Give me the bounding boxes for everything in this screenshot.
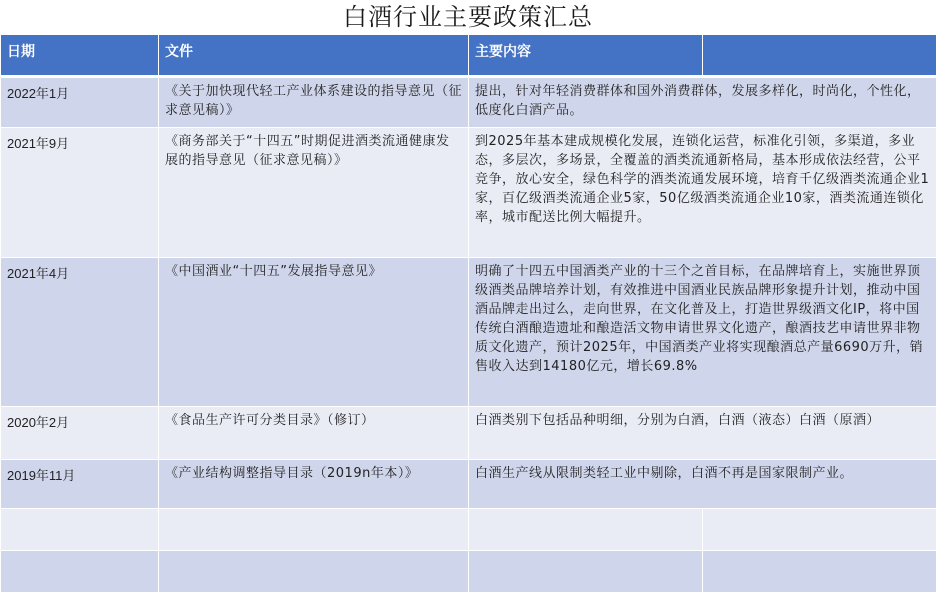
empty-cell [159, 509, 469, 551]
empty-cell [703, 509, 936, 551]
cell-content: 提出，针对年轻消费群体和国外消费群体，发展多样化，时尚化，个性化，低度化白酒产品。 [469, 77, 936, 128]
table-row [1, 460, 936, 509]
policy-table [0, 34, 936, 592]
table-header-row [1, 35, 936, 77]
cell-date: 2021年4月 [1, 258, 159, 407]
empty-row [1, 551, 936, 592]
empty-row [1, 509, 936, 551]
cell-content: 白酒类别下包括品种明细，分别为白酒，白酒（液态）白酒（原酒） [469, 407, 936, 460]
cell-document: 《中国酒业“十四五”发展指导意见》 [159, 258, 469, 407]
cell-content: 明确了十四五中国酒类产业的十三个之首目标，在品牌培育上，实施世界顶级酒类品牌培养计划，有效推进中国酒业民族品牌形象提升计划，推动中国酒品牌走出过么，走向世界，在文化普及上，打造世界级酒文化IP，将中国传统白酒酿造遗址和酿造活文物申请世界文化遗产，酿酒技艺申请世界非物质文化遗产，预计2025年，中国酒类产业将实现酿酒总产量6690万升，销售收入达到14180亿元，增长69.8% [469, 258, 936, 407]
header-extra [703, 35, 936, 77]
header-document: 文件 [159, 35, 469, 77]
table-row [1, 258, 936, 407]
table-row [1, 407, 936, 460]
cell-date: 2019年11月 [1, 460, 159, 509]
table-row [1, 77, 936, 128]
cell-content: 到2025年基本建成规模化发展，连锁化运营，标准化引领，多渠道，多业态，多层次，多场景，全覆盖的酒类流通新格局，基本形成依法经营，公平竞争，放心安全，绿色科学的酒类流通发展环境，培育千亿级酒类流通企业1家，百亿级酒类流通企业5家，50亿级酒类流通企业10家，酒类流通连锁化率，城市配送比例大幅提升。 [469, 128, 936, 258]
cell-date: 2020年2月 [1, 407, 159, 460]
cell-content: 白酒生产线从限制类轻工业中剔除，白酒不再是国家限制产业。 [469, 460, 936, 509]
cell-document: 《商务部关于“十四五”时期促进酒类流通健康发展的指导意见（征求意见稿）》 [159, 128, 469, 258]
empty-cell [469, 509, 703, 551]
cell-document: 《关于加快现代轻工产业体系建设的指导意见（征求意见稿）》 [159, 77, 469, 128]
empty-cell [469, 551, 703, 592]
empty-cell [1, 509, 159, 551]
empty-cell [1, 551, 159, 592]
table-row [1, 128, 936, 258]
page-title: 白酒行业主要政策汇总 [343, 3, 593, 31]
cell-document: 《食品生产许可分类目录》（修订） [159, 407, 469, 460]
cell-document: 《产业结构调整指导目录（2019n年本）》 [159, 460, 469, 509]
header-date: 日期 [1, 35, 159, 77]
header-content: 主要内容 [469, 35, 703, 77]
empty-cell [703, 551, 936, 592]
cell-date: 2022年1月 [1, 77, 159, 128]
cell-date: 2021年9月 [1, 128, 159, 258]
empty-cell [159, 551, 469, 592]
